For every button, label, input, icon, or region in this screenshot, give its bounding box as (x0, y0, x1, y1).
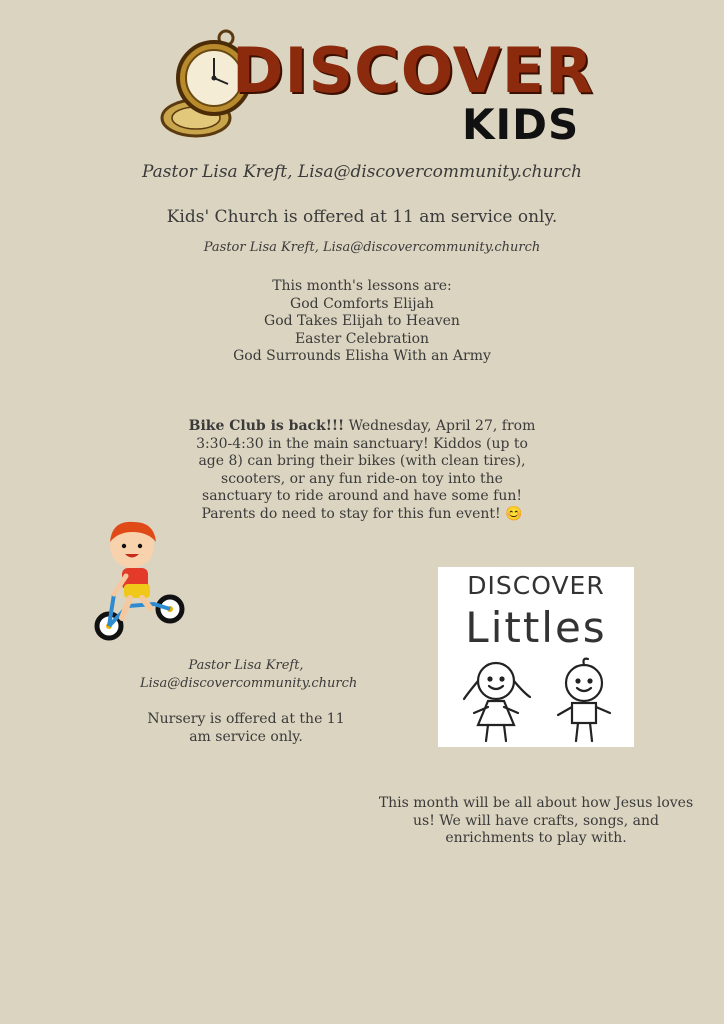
lesson-item: God Surrounds Elisha With an Army (233, 348, 491, 364)
littles-logo-bottom: Littles (465, 603, 607, 652)
nursery-pastor-name: Pastor Lisa Kreft, (188, 658, 304, 673)
lesson-item: God Comforts Elijah (290, 295, 434, 312)
kids-church-offer: Kids' Church is offered at 11 am service only. (166, 207, 558, 227)
littles-logo-top: DISCOVER (467, 571, 605, 600)
kids-church-pastor-contact: Pastor Lisa Kreft, Lisa@discovercommunity.church (203, 240, 541, 255)
nursery-pastor-contact (140, 657, 358, 692)
bike-club-announcement (186, 418, 538, 523)
bike-club-body: Wednesday, April 27, from 3:30-4:30 in the main sanctuary! Kiddos (up to age 8) can bring their bikes (with clean tires), scooters, or any fun ride-on toy into the sanctuary to ride around and have some fun! Parents do need to stay for this fun event! 😊 (196, 418, 536, 522)
kid-on-bike-illustration (92, 516, 188, 646)
lesson-item: Easter Celebration (294, 330, 430, 347)
littles-description: This month will be all about how Jesus loves us! We will have crafts, songs, and enrichments to play with. (378, 795, 694, 846)
lessons-intro: This month's lessons are: (272, 278, 452, 294)
lesson-item: God Takes Elijah to Heaven (264, 313, 460, 329)
logo-kids-word: KIDS (462, 100, 580, 149)
stick-figure-kids-icon (438, 653, 634, 747)
nursery-offer: Nursery is offered at the 11 am service only. (147, 711, 345, 745)
header-pastor-contact: Pastor Lisa Kreft, Lisa@discovercommunity.church (141, 162, 583, 182)
discover-kids-logo (160, 28, 594, 158)
nursery-pastor-email: Lisa@discovercommunity.church (140, 675, 358, 691)
bike-club-heading: Bike Club is back!!! (188, 418, 345, 434)
lessons-block (0, 278, 724, 366)
discover-littles-logo (438, 567, 634, 747)
logo-word: DISCOVER (232, 34, 594, 107)
